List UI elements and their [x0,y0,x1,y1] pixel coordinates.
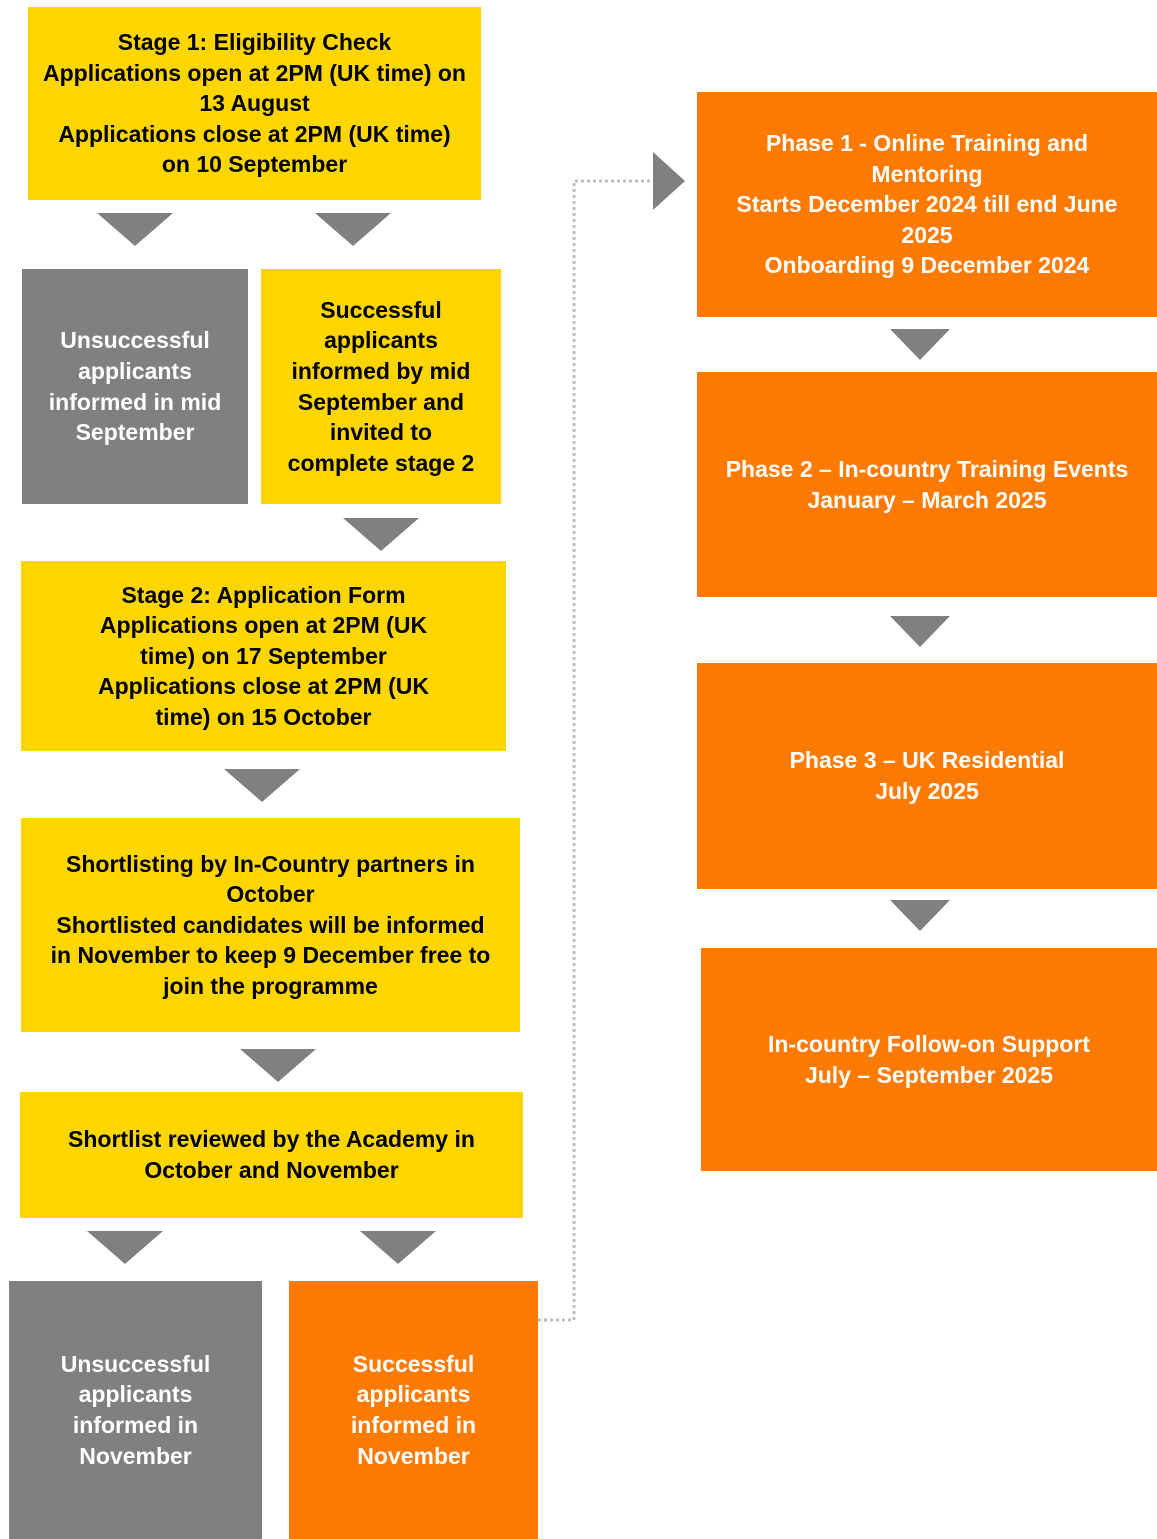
phase3-box [697,663,1157,889]
phase1-box [697,92,1157,317]
stage2-close-date: Applications close at 2PM (UK time) on 15 October [97,673,429,730]
successful-november-text: Successful applicants informed in November [350,1350,477,1469]
phase2-title: Phase 2 – In-country Training Events [725,455,1129,482]
down-arrow-icon [240,1049,316,1082]
shortlisting-box [21,818,520,1032]
down-arrow-icon [890,329,950,360]
dotted-connector-line [538,181,650,1320]
follow-on-title: In-country Follow-on Support [768,1030,1090,1057]
shortlisting-notice: Shortlisted candidates will be informed in November to keep 9 December free to join the programme [50,911,491,999]
stage1-open-date: Applications open at 2PM (UK time) on 13 August [43,59,466,117]
unsuccessful-november-text: Unsuccessful applicants informed in November [60,1350,211,1469]
stage2-application-box [21,561,506,751]
phase3-title: Phase 3 – UK Residential [789,747,1065,774]
down-arrow-icon [224,769,300,802]
phase2-dates: January – March 2025 [807,486,1047,513]
down-arrow-icon [360,1231,436,1264]
phase1-onboarding: Onboarding 9 December 2024 [764,252,1090,279]
down-arrow-icon [890,900,950,931]
follow-on-support-box [701,948,1157,1171]
shortlisting-text: Shortlisting by In-Country partners in October [66,850,475,908]
successful-september-text: Successful applicants informed by mid September and invited to complete stage 2 [287,296,475,476]
stage2-open-date: Applications open at 2PM (UK time) on 17 September [99,612,428,669]
phase3-dates: July 2025 [875,778,979,804]
down-arrow-icon [315,213,391,246]
right-arrow-icon [653,152,685,210]
down-arrow-icon [87,1231,163,1264]
unsuccessful-september-text: Unsuccessful applicants informed in mid September [48,327,222,446]
successful-september-box [261,269,501,504]
down-arrow-icon [97,213,173,246]
unsuccessful-november-box [9,1281,262,1539]
stage1-eligibility-box [28,7,481,200]
successful-november-box [289,1281,538,1539]
follow-on-dates: July – September 2025 [804,1061,1053,1088]
unsuccessful-september-box [22,269,248,504]
academy-review-text: Shortlist reviewed by the Academy in October and November [68,1126,475,1183]
stage2-title: Stage 2: Application Form [121,581,406,608]
academy-review-box [20,1092,523,1218]
down-arrow-icon [343,518,419,551]
stage1-close-date: Applications close at 2PM (UK time) on 10 September [58,120,451,178]
phase2-box [697,372,1157,597]
phase1-dates: Starts December 2024 till end June 2025 [736,191,1118,248]
phase1-title: Phase 1 - Online Training and Mentoring [765,130,1089,187]
down-arrow-icon [890,616,950,647]
stage1-title: Stage 1: Eligibility Check [117,29,392,56]
